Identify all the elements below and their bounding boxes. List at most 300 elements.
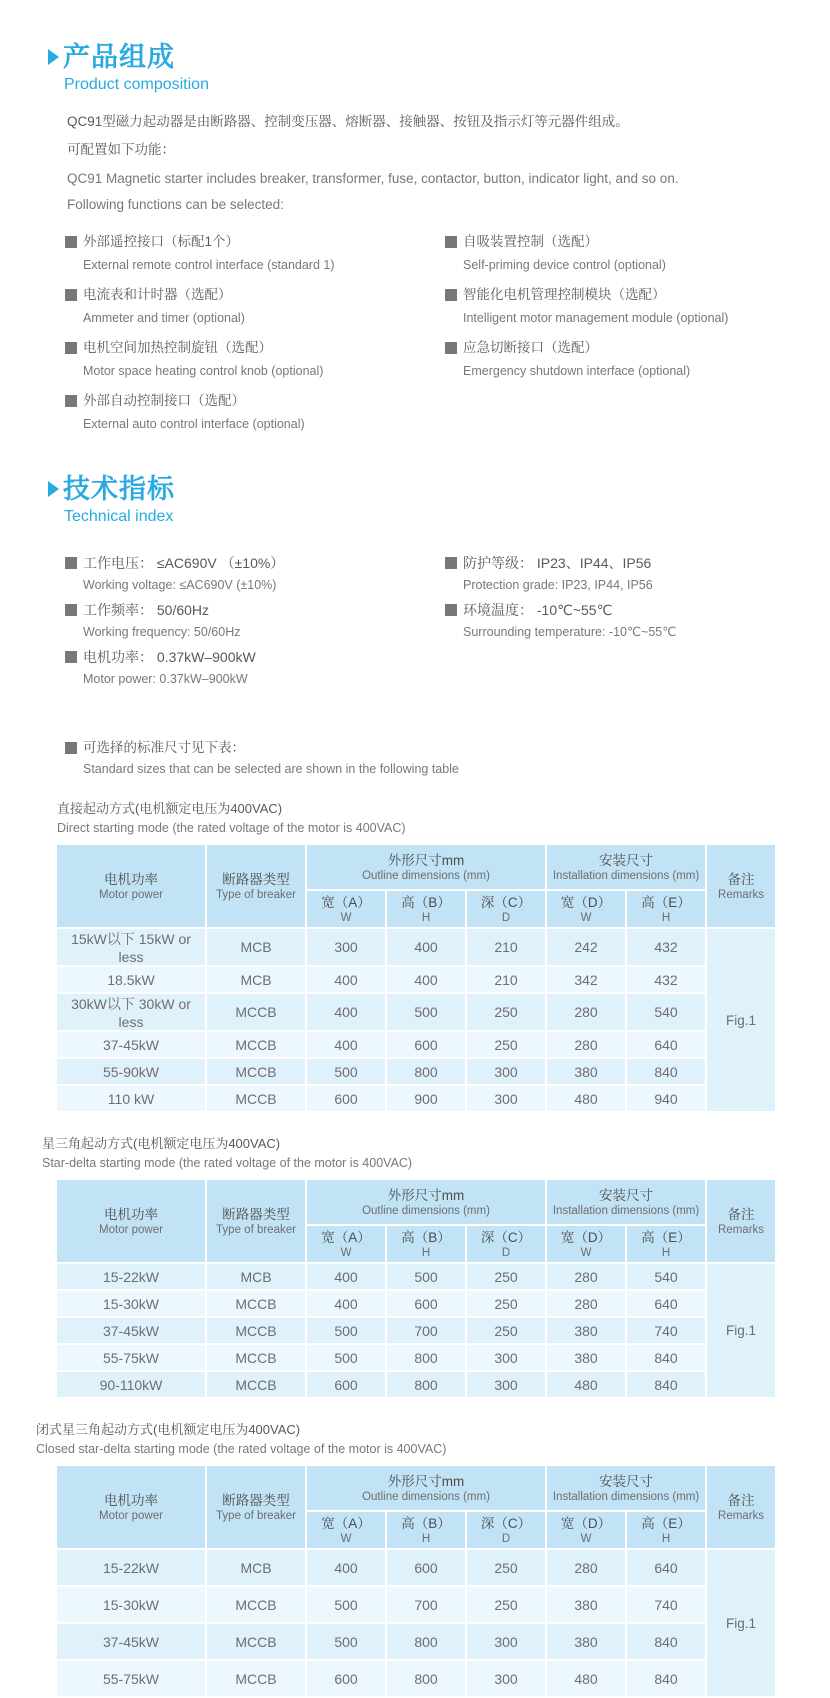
header-label-zh: 宽（A） bbox=[321, 1229, 371, 1245]
feature-label-en: External remote control interface (standard 1) bbox=[83, 258, 335, 272]
header-label-en: Outline dimensions (mm) bbox=[362, 869, 490, 882]
section-title-zh: 技术指标 bbox=[63, 474, 175, 504]
dimension-value-cell: 210 bbox=[466, 928, 546, 966]
table-caption bbox=[42, 1135, 830, 1172]
spec-item bbox=[445, 553, 775, 594]
dimension-value-cell: 540 bbox=[626, 1263, 706, 1290]
spec-label-zh: 电机功率： 0.37kW–900kW bbox=[83, 649, 256, 665]
table-row bbox=[56, 1317, 776, 1344]
header-label-zh: 备注 bbox=[727, 1492, 755, 1508]
table-caption-zh: 闭式星三角起动方式(电机额定电压为400VAC) bbox=[36, 1422, 301, 1437]
header-label-en: Outline dimensions (mm) bbox=[362, 1204, 490, 1217]
header-label-en: W bbox=[580, 911, 592, 924]
dimension-table bbox=[55, 843, 777, 1113]
breaker-type-cell: MCCB bbox=[206, 1586, 306, 1623]
spec-column-left bbox=[65, 553, 445, 694]
product-composition-header bbox=[48, 42, 830, 72]
dimension-value-cell: 400 bbox=[306, 993, 386, 1031]
table-row bbox=[56, 1623, 776, 1660]
header-label-zh: 断路器类型 bbox=[222, 1206, 290, 1222]
dimension-value-cell: 600 bbox=[306, 1085, 386, 1112]
table-row bbox=[56, 1263, 776, 1290]
dimension-value-cell: 242 bbox=[546, 928, 626, 966]
section-title-zh: 产品组成 bbox=[63, 42, 175, 72]
square-bullet-icon bbox=[65, 742, 77, 754]
dimension-subheader bbox=[306, 890, 386, 928]
header-label-zh: 安装尺寸 bbox=[599, 1187, 654, 1203]
dimension-value-cell: 280 bbox=[546, 993, 626, 1031]
spec-label-en: Surrounding temperature: -10℃~55℃ bbox=[463, 625, 677, 639]
motor-power-cell: 37-45kW bbox=[56, 1623, 206, 1660]
spec-label-zh: 防护等级： IP23、IP44、IP56 bbox=[463, 555, 652, 571]
feature-item bbox=[445, 338, 775, 380]
dimension-value-cell: 300 bbox=[466, 1623, 546, 1660]
table-row bbox=[56, 1031, 776, 1058]
feature-column-right bbox=[445, 232, 775, 444]
header-label-zh: 电机功率 bbox=[104, 871, 158, 887]
dimension-value-cell: 250 bbox=[466, 1290, 546, 1317]
header-label-en: Installation dimensions (mm) bbox=[552, 1204, 700, 1217]
dimension-value-cell: 300 bbox=[306, 928, 386, 966]
breaker-type-cell: MCCB bbox=[206, 1344, 306, 1371]
table-caption-en: Direct starting mode (the rated voltage of the motor is 400VAC) bbox=[57, 821, 406, 835]
motor-power-cell: 30kW以下 30kW or less bbox=[56, 993, 206, 1031]
header-label-zh: 高（E） bbox=[641, 1229, 691, 1245]
dimension-value-cell: 480 bbox=[546, 1660, 626, 1697]
feature-label-zh: 电机空间加热控制旋钮（选配） bbox=[83, 340, 272, 355]
header-row bbox=[56, 844, 776, 890]
dimension-value-cell: 400 bbox=[306, 966, 386, 993]
dimension-value-cell: 740 bbox=[626, 1586, 706, 1623]
header-label-zh: 高（B） bbox=[401, 1515, 451, 1531]
header-label-en: D bbox=[501, 1246, 511, 1259]
feature-column-left bbox=[65, 232, 445, 444]
closed-star-delta-table-container bbox=[0, 1464, 830, 1698]
installation-dimensions-header bbox=[546, 1465, 706, 1511]
feature-label-zh: 自吸装置控制（选配） bbox=[463, 234, 598, 249]
feature-item bbox=[65, 338, 445, 380]
dimension-subheader bbox=[386, 890, 466, 928]
header-label-zh: 外形尺寸mm bbox=[387, 1187, 465, 1203]
header-label-zh: 宽（D） bbox=[560, 1229, 612, 1245]
dimension-value-cell: 250 bbox=[466, 993, 546, 1031]
motor-power-cell: 15kW以下 15kW or less bbox=[56, 928, 206, 966]
spec-label-zh: 工作频率： 50/60Hz bbox=[83, 602, 210, 618]
header-label-en: Type of breaker bbox=[216, 888, 296, 901]
table-row bbox=[56, 928, 776, 966]
header-label-zh: 断路器类型 bbox=[222, 1492, 290, 1508]
header-label-zh: 备注 bbox=[727, 871, 755, 887]
config-line-zh: 可配置如下功能： bbox=[67, 142, 175, 157]
outline-dimensions-header bbox=[306, 1179, 546, 1225]
dimension-value-cell: 740 bbox=[626, 1317, 706, 1344]
table-caption-zh: 直接起动方式(电机额定电压为400VAC) bbox=[57, 801, 283, 816]
dimension-subheader bbox=[386, 1511, 466, 1549]
square-bullet-icon bbox=[445, 289, 457, 301]
dimension-value-cell: 300 bbox=[466, 1058, 546, 1085]
dimension-value-cell: 300 bbox=[466, 1371, 546, 1398]
dimension-subheader bbox=[626, 1511, 706, 1549]
dimension-value-cell: 432 bbox=[626, 966, 706, 993]
feature-label-en: Motor space heating control knob (optional) bbox=[83, 364, 324, 378]
dimension-value-cell: 500 bbox=[386, 1263, 466, 1290]
header-label-zh: 宽（A） bbox=[321, 894, 371, 910]
motor-power-cell: 18.5kW bbox=[56, 966, 206, 993]
section-arrow-icon bbox=[48, 481, 59, 497]
square-bullet-icon bbox=[65, 395, 77, 407]
direct-starting-table-container bbox=[0, 843, 830, 1113]
square-bullet-icon bbox=[65, 236, 77, 248]
outline-dimensions-header bbox=[306, 844, 546, 890]
motor-power-header bbox=[56, 844, 206, 928]
motor-power-cell: 15-30kW bbox=[56, 1586, 206, 1623]
header-label-zh: 外形尺寸mm bbox=[387, 852, 465, 868]
breaker-type-cell: MCCB bbox=[206, 1085, 306, 1112]
table-head bbox=[56, 1465, 776, 1549]
table-head bbox=[56, 844, 776, 928]
table-caption bbox=[57, 800, 830, 837]
feature-label-en: Emergency shutdown interface (optional) bbox=[463, 364, 691, 378]
header-label-en: H bbox=[661, 911, 671, 924]
dimension-value-cell: 640 bbox=[626, 1031, 706, 1058]
header-label-zh: 断路器类型 bbox=[222, 871, 290, 887]
spec-item bbox=[65, 553, 445, 594]
header-label-zh: 深（C） bbox=[480, 894, 532, 910]
header-label-zh: 宽（A） bbox=[321, 1515, 371, 1531]
dimension-value-cell: 432 bbox=[626, 928, 706, 966]
dimension-value-cell: 400 bbox=[386, 966, 466, 993]
table-row bbox=[56, 1344, 776, 1371]
breaker-type-cell: MCB bbox=[206, 1549, 306, 1586]
table-row bbox=[56, 1058, 776, 1085]
section-arrow-icon bbox=[48, 49, 59, 65]
motor-power-cell: 55-75kW bbox=[56, 1344, 206, 1371]
breaker-type-cell: MCCB bbox=[206, 1290, 306, 1317]
motor-power-header bbox=[56, 1465, 206, 1549]
spec-item bbox=[65, 600, 445, 641]
feature-item bbox=[65, 391, 445, 433]
dimension-value-cell: 380 bbox=[546, 1058, 626, 1085]
breaker-type-cell: MCCB bbox=[206, 1623, 306, 1660]
square-bullet-icon bbox=[65, 604, 77, 616]
remarks-header bbox=[706, 1465, 776, 1549]
header-label-zh: 高（E） bbox=[641, 1515, 691, 1531]
feature-item bbox=[445, 285, 775, 327]
dimension-subheader bbox=[466, 890, 546, 928]
square-bullet-icon bbox=[445, 604, 457, 616]
table-note-zh: 可选择的标准尺寸见下表： bbox=[83, 740, 245, 755]
dimension-value-cell: 600 bbox=[306, 1660, 386, 1697]
header-label-zh: 电机功率 bbox=[104, 1206, 158, 1222]
square-bullet-icon bbox=[65, 289, 77, 301]
dimension-value-cell: 600 bbox=[386, 1031, 466, 1058]
motor-power-header bbox=[56, 1179, 206, 1263]
table-body bbox=[56, 1549, 776, 1697]
dimension-value-cell: 700 bbox=[386, 1586, 466, 1623]
dimension-value-cell: 250 bbox=[466, 1586, 546, 1623]
feature-label-en: Self-priming device control (optional) bbox=[463, 258, 666, 272]
header-label-en: W bbox=[340, 1532, 352, 1545]
table-row bbox=[56, 1660, 776, 1697]
dimension-subheader bbox=[306, 1225, 386, 1263]
table-caption bbox=[36, 1421, 830, 1458]
feature-label-zh: 应急切断接口（选配） bbox=[463, 340, 598, 355]
dimension-value-cell: 250 bbox=[466, 1549, 546, 1586]
dimension-value-cell: 600 bbox=[306, 1371, 386, 1398]
star-delta-table-container bbox=[0, 1178, 830, 1399]
motor-power-cell: 37-45kW bbox=[56, 1317, 206, 1344]
dimension-value-cell: 380 bbox=[546, 1586, 626, 1623]
feature-label-zh: 外部遥控接口（标配1个） bbox=[83, 234, 240, 249]
dimension-value-cell: 210 bbox=[466, 966, 546, 993]
spec-label-zh: 环境温度： -10℃~55℃ bbox=[463, 602, 613, 618]
feature-label-zh: 电流表和计时器（选配） bbox=[83, 287, 232, 302]
dimension-value-cell: 500 bbox=[306, 1344, 386, 1371]
section-title-en: Product composition bbox=[64, 76, 209, 93]
header-label-zh: 宽（D） bbox=[560, 1515, 612, 1531]
feature-list bbox=[65, 232, 830, 444]
header-label-en: Type of breaker bbox=[216, 1509, 296, 1522]
feature-label-en: External auto control interface (optional) bbox=[83, 417, 305, 431]
header-label-en: Remarks bbox=[718, 1509, 765, 1522]
table-body bbox=[56, 928, 776, 1112]
motor-power-cell: 15-22kW bbox=[56, 1263, 206, 1290]
square-bullet-icon bbox=[445, 236, 457, 248]
dimension-subheader bbox=[546, 1511, 626, 1549]
feature-item bbox=[65, 232, 445, 274]
header-label-en: H bbox=[421, 1532, 431, 1545]
config-line-en: Following functions can be selected: bbox=[67, 197, 284, 212]
breaker-type-cell: MCB bbox=[206, 966, 306, 993]
dimension-value-cell: 500 bbox=[386, 993, 466, 1031]
dimension-value-cell: 480 bbox=[546, 1085, 626, 1112]
table-row bbox=[56, 1290, 776, 1317]
dimension-value-cell: 900 bbox=[386, 1085, 466, 1112]
dimension-value-cell: 300 bbox=[466, 1660, 546, 1697]
dimension-subheader bbox=[546, 890, 626, 928]
dimension-value-cell: 400 bbox=[306, 1290, 386, 1317]
dimension-value-cell: 342 bbox=[546, 966, 626, 993]
table-note-en: Standard sizes that can be selected are shown in the following table bbox=[83, 762, 459, 776]
dimension-subheader bbox=[626, 890, 706, 928]
header-label-en: Motor power bbox=[99, 1509, 163, 1522]
table-row bbox=[56, 1085, 776, 1112]
motor-power-cell: 37-45kW bbox=[56, 1031, 206, 1058]
dimension-value-cell: 840 bbox=[626, 1660, 706, 1697]
dimension-subheader bbox=[306, 1511, 386, 1549]
dimension-value-cell: 380 bbox=[546, 1623, 626, 1660]
dimension-value-cell: 500 bbox=[306, 1317, 386, 1344]
feature-label-zh: 智能化电机管理控制模块（选配） bbox=[463, 287, 666, 302]
dimension-value-cell: 500 bbox=[306, 1058, 386, 1085]
dimension-value-cell: 700 bbox=[386, 1317, 466, 1344]
header-label-en: H bbox=[421, 911, 431, 924]
table-caption-en: Star-delta starting mode (the rated voltage of the motor is 400VAC) bbox=[42, 1156, 413, 1170]
intro-paragraph-zh: QC91型磁力起动器是由断路器、控制变压器、熔断器、接触器、按钮及指示灯等元器件组成。 bbox=[67, 114, 629, 129]
dimension-subheader bbox=[386, 1225, 466, 1263]
spec-label-zh: 工作电压： ≤AC690V （±10%） bbox=[83, 555, 285, 571]
spec-item bbox=[65, 647, 445, 688]
table-body bbox=[56, 1263, 776, 1398]
dimension-value-cell: 280 bbox=[546, 1263, 626, 1290]
header-label-zh: 深（C） bbox=[480, 1229, 532, 1245]
dimension-value-cell: 800 bbox=[386, 1623, 466, 1660]
header-label-en: D bbox=[501, 911, 511, 924]
motor-power-cell: 15-22kW bbox=[56, 1549, 206, 1586]
feature-item bbox=[65, 285, 445, 327]
header-label-en: Remarks bbox=[718, 1223, 765, 1236]
header-label-zh: 高（B） bbox=[401, 894, 451, 910]
dimension-value-cell: 840 bbox=[626, 1344, 706, 1371]
dimension-value-cell: 480 bbox=[546, 1371, 626, 1398]
breaker-type-cell: MCB bbox=[206, 1263, 306, 1290]
motor-power-cell: 90-110kW bbox=[56, 1371, 206, 1398]
dimension-value-cell: 600 bbox=[386, 1290, 466, 1317]
spec-list bbox=[65, 553, 830, 694]
dimension-value-cell: 300 bbox=[466, 1085, 546, 1112]
motor-power-cell: 55-75kW bbox=[56, 1660, 206, 1697]
table-caption-en: Closed star-delta starting mode (the rated voltage of the motor is 400VAC) bbox=[36, 1442, 447, 1456]
dimension-subheader bbox=[466, 1225, 546, 1263]
dimension-value-cell: 500 bbox=[306, 1623, 386, 1660]
dimension-value-cell: 400 bbox=[306, 1549, 386, 1586]
header-label-zh: 电机功率 bbox=[104, 1492, 158, 1508]
breaker-type-cell: MCCB bbox=[206, 1031, 306, 1058]
square-bullet-icon bbox=[445, 557, 457, 569]
feature-label-zh: 外部自动控制接口（选配） bbox=[83, 393, 245, 408]
intro-paragraph-en: QC91 Magnetic starter includes breaker, transformer, fuse, contactor, button, indicator light, and so on. bbox=[67, 171, 679, 186]
header-label-zh: 宽（D） bbox=[560, 894, 612, 910]
motor-power-cell: 110 kW bbox=[56, 1085, 206, 1112]
spec-label-en: Working voltage: ≤AC690V (±10%) bbox=[83, 578, 277, 592]
table-row bbox=[56, 1586, 776, 1623]
breaker-type-cell: MCCB bbox=[206, 1660, 306, 1697]
header-label-zh: 深（C） bbox=[480, 1515, 532, 1531]
breaker-type-cell: MCCB bbox=[206, 1371, 306, 1398]
table-row bbox=[56, 1371, 776, 1398]
header-label-en: W bbox=[580, 1532, 592, 1545]
header-label-zh: 外形尺寸mm bbox=[387, 1473, 465, 1489]
table-head bbox=[56, 1179, 776, 1263]
breaker-type-header bbox=[206, 1465, 306, 1549]
square-bullet-icon bbox=[65, 342, 77, 354]
dimension-subheader bbox=[626, 1225, 706, 1263]
spec-label-en: Protection grade: IP23, IP44, IP56 bbox=[463, 578, 653, 592]
dimension-subheader bbox=[466, 1511, 546, 1549]
feature-item bbox=[445, 232, 775, 274]
header-label-en: Outline dimensions (mm) bbox=[362, 1490, 490, 1503]
installation-dimensions-header bbox=[546, 1179, 706, 1225]
dimension-value-cell: 840 bbox=[626, 1058, 706, 1085]
header-label-en: Type of breaker bbox=[216, 1223, 296, 1236]
feature-label-en: Ammeter and timer (optional) bbox=[83, 311, 245, 325]
header-label-zh: 高（E） bbox=[641, 894, 691, 910]
table-row bbox=[56, 966, 776, 993]
dimension-value-cell: 300 bbox=[466, 1344, 546, 1371]
dimension-value-cell: 540 bbox=[626, 993, 706, 1031]
square-bullet-icon bbox=[65, 557, 77, 569]
dimension-value-cell: 250 bbox=[466, 1317, 546, 1344]
spec-label-en: Working frequency: 50/60Hz bbox=[83, 625, 241, 639]
section-title-en: Technical index bbox=[64, 508, 174, 525]
spec-label-en: Motor power: 0.37kW–900kW bbox=[83, 672, 248, 686]
motor-power-cell: 15-30kW bbox=[56, 1290, 206, 1317]
dimension-value-cell: 840 bbox=[626, 1623, 706, 1660]
spec-column-right bbox=[445, 553, 775, 694]
header-label-en: H bbox=[661, 1246, 671, 1259]
header-label-en: Installation dimensions (mm) bbox=[552, 869, 700, 882]
dimension-table bbox=[55, 1464, 777, 1698]
dimension-value-cell: 940 bbox=[626, 1085, 706, 1112]
dimension-value-cell: 800 bbox=[386, 1058, 466, 1085]
header-label-zh: 高（B） bbox=[401, 1229, 451, 1245]
motor-power-cell: 55-90kW bbox=[56, 1058, 206, 1085]
remark-cell: Fig.1 bbox=[706, 1549, 776, 1697]
header-row bbox=[56, 1465, 776, 1511]
header-label-en: Motor power bbox=[99, 1223, 163, 1236]
dimension-value-cell: 400 bbox=[386, 928, 466, 966]
installation-dimensions-header bbox=[546, 844, 706, 890]
table-row bbox=[56, 993, 776, 1031]
dimension-value-cell: 400 bbox=[306, 1263, 386, 1290]
dimension-value-cell: 280 bbox=[546, 1031, 626, 1058]
header-label-en: Motor power bbox=[99, 888, 163, 901]
square-bullet-icon bbox=[445, 342, 457, 354]
dimension-value-cell: 840 bbox=[626, 1371, 706, 1398]
header-label-en: D bbox=[501, 1532, 511, 1545]
header-label-en: Installation dimensions (mm) bbox=[552, 1490, 700, 1503]
feature-label-en: Intelligent motor management module (optional) bbox=[463, 311, 729, 325]
breaker-type-header bbox=[206, 1179, 306, 1263]
breaker-type-header bbox=[206, 844, 306, 928]
dimension-value-cell: 800 bbox=[386, 1371, 466, 1398]
dimension-value-cell: 640 bbox=[626, 1290, 706, 1317]
remark-cell: Fig.1 bbox=[706, 928, 776, 1112]
dimension-value-cell: 280 bbox=[546, 1290, 626, 1317]
header-label-zh: 安装尺寸 bbox=[599, 852, 654, 868]
breaker-type-cell: MCCB bbox=[206, 993, 306, 1031]
table-caption-zh: 星三角起动方式(电机额定电压为400VAC) bbox=[42, 1136, 281, 1151]
dimension-value-cell: 500 bbox=[306, 1586, 386, 1623]
dimension-value-cell: 380 bbox=[546, 1344, 626, 1371]
dimension-value-cell: 380 bbox=[546, 1317, 626, 1344]
breaker-type-cell: MCCB bbox=[206, 1058, 306, 1085]
header-label-zh: 备注 bbox=[727, 1206, 755, 1222]
dimension-value-cell: 640 bbox=[626, 1549, 706, 1586]
dimension-table bbox=[55, 1178, 777, 1399]
header-label-zh: 安装尺寸 bbox=[599, 1473, 654, 1489]
header-label-en: W bbox=[580, 1246, 592, 1259]
technical-index-header bbox=[48, 474, 830, 504]
header-label-en: W bbox=[340, 1246, 352, 1259]
header-label-en: H bbox=[661, 1532, 671, 1545]
remarks-header bbox=[706, 844, 776, 928]
dimension-value-cell: 800 bbox=[386, 1344, 466, 1371]
header-row bbox=[56, 1179, 776, 1225]
outline-dimensions-header bbox=[306, 1465, 546, 1511]
table-row bbox=[56, 1549, 776, 1586]
header-label-en: W bbox=[340, 911, 352, 924]
square-bullet-icon bbox=[65, 651, 77, 663]
header-label-en: Remarks bbox=[718, 888, 765, 901]
dimension-value-cell: 400 bbox=[306, 1031, 386, 1058]
remarks-header bbox=[706, 1179, 776, 1263]
header-label-en: H bbox=[421, 1246, 431, 1259]
dimension-value-cell: 250 bbox=[466, 1263, 546, 1290]
remark-cell: Fig.1 bbox=[706, 1263, 776, 1398]
table-note bbox=[65, 738, 830, 778]
dimension-value-cell: 600 bbox=[386, 1549, 466, 1586]
